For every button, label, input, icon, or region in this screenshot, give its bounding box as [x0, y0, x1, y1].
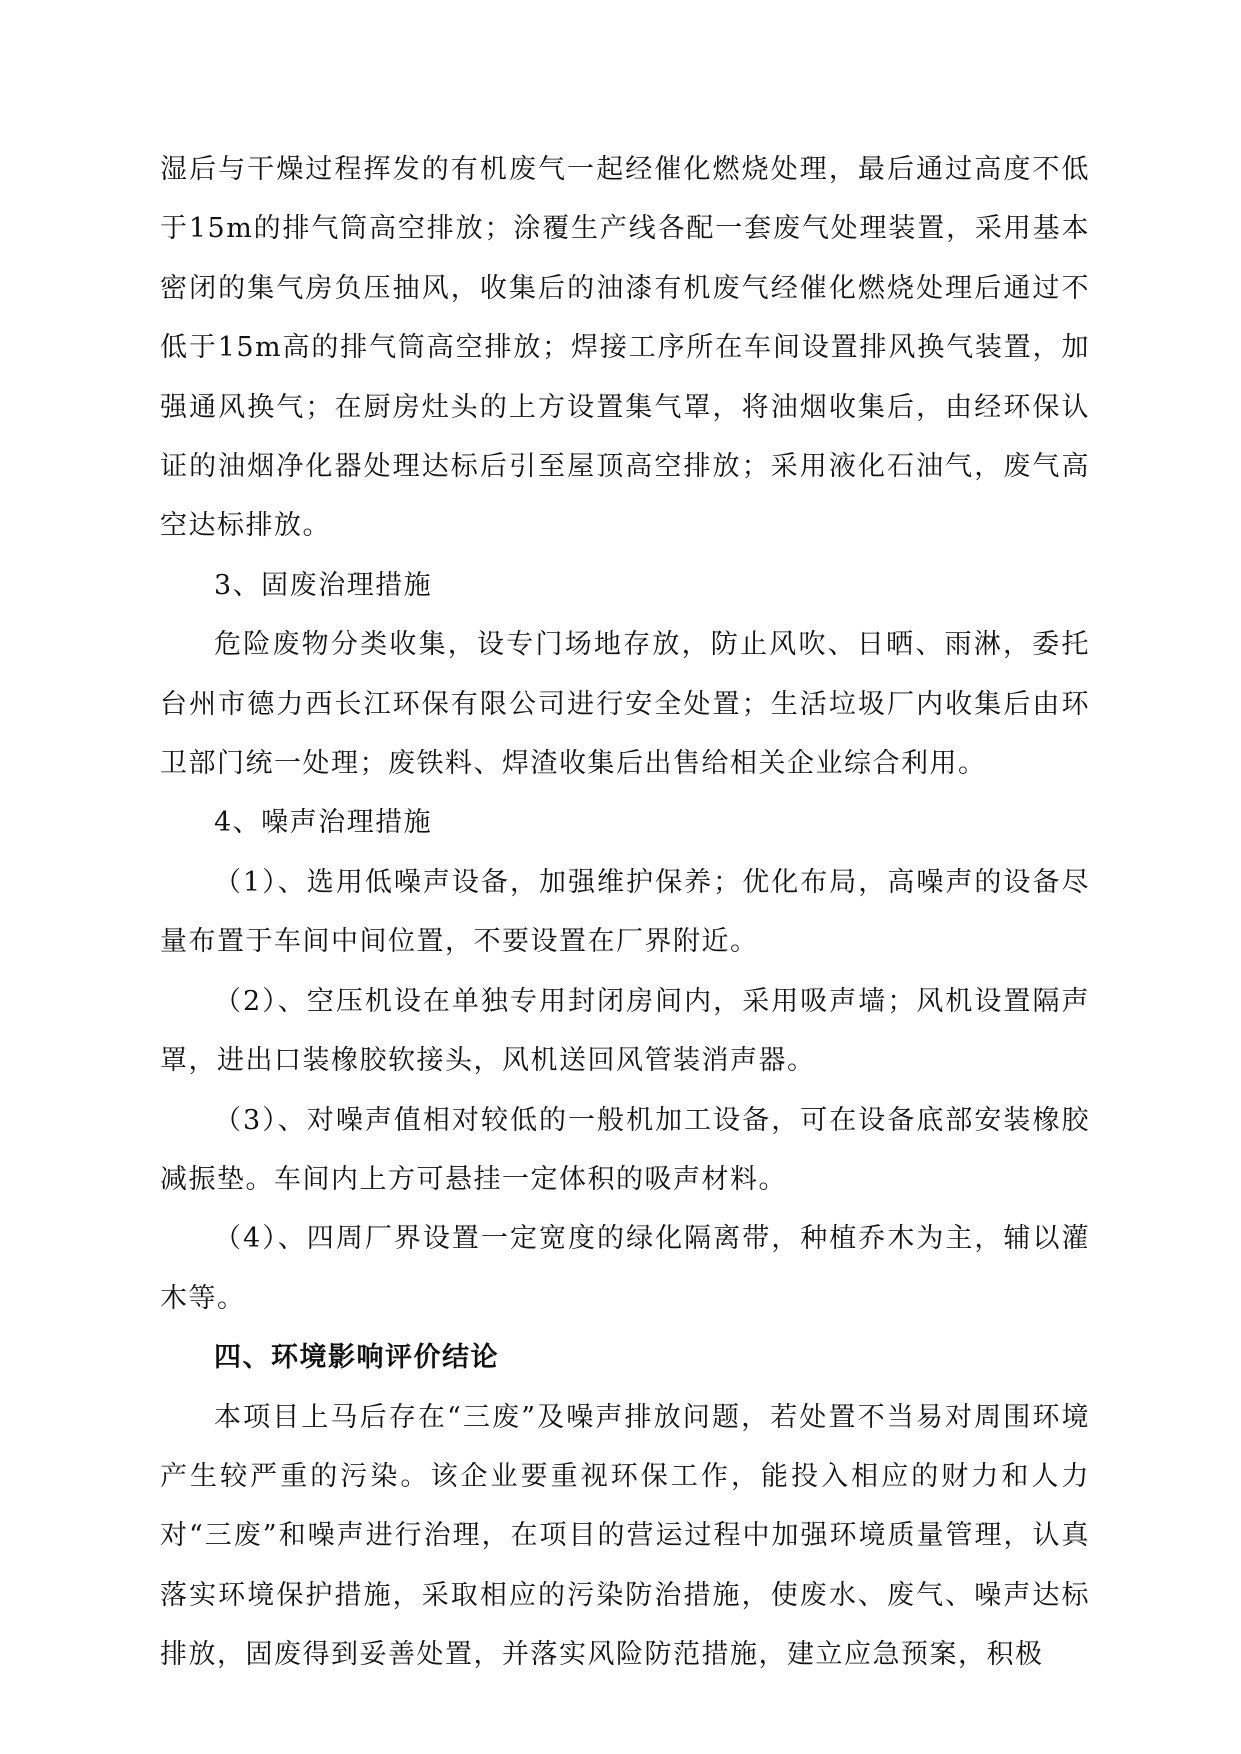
section-heading-conclusion: 四、环境影响评价结论 — [214, 1342, 499, 1374]
heading-solid-waste: 3、固废治理措施 — [214, 569, 433, 601]
paragraph-waste-gas: 湿后与干燥过程挥发的有机废气一起经催化燃烧处理，最后通过高度不低于15m的排气筒高空排放；涂覆生产线各配一套废气处理装置，采用基本密闭的集气房负压抽风，收集后的油漆有机废气经催化燃烧处理后通过不低于15m高的排气筒高空排放；焊接工序所在车间设置排风换气装置，加强通风换气；在厨房灶头的上方设置集气罩，将油烟收集后，由经环保认证的油烟净化器处理达标后引至屋顶高空排放；采用液化石油气，废气高空达标排放。 — [160, 154, 1090, 542]
noise-item-1: （1）、选用低噪声设备，加强维护保养；优化布局，高噪声的设备尽量布置于车间中间位置，不要设置在厂界附近。 — [160, 866, 1090, 958]
heading-noise: 4、噪声治理措施 — [214, 807, 433, 839]
noise-item-2: （2）、空压机设在单独专用封闭房间内，采用吸声墙；风机设置隔声罩，进出口装橡胶软接头，风机送回风管装消声器。 — [160, 985, 1090, 1077]
document-page — [160, 140, 1090, 1685]
paragraph-solid-waste: 危险废物分类收集，设专门场地存放，防止风吹、日晒、雨淋，委托台州市德力西长江环保有限公司进行安全处置；生活垃圾厂内收集后由环卫部门统一处理；废铁料、焊渣收集后出售给相关企业综合利用。 — [160, 629, 1090, 780]
paragraph-conclusion: 本项目上马后存在“三废”及噪声排放问题，若处置不当易对周围环境产生较严重的污染。该企业要重视环保工作，能投入相应的财力和人力对“三废”和噪声进行治理，在项目的营运过程中加强环境质量管理，认真落实环境保护措施，采取相应的污染防治措施，使废水、废气、噪声达标排放，固废得到妥善处置，并落实风险防范措施，建立应急预案，积极 — [160, 1401, 1090, 1671]
noise-item-3: （3）、对噪声值相对较低的一般机加工设备，可在设备底部安装橡胶减振垫。车间内上方可悬挂一定体积的吸声材料。 — [160, 1104, 1090, 1195]
noise-item-4: （4）、四周厂界设置一定宽度的绿化隔离带，种植乔木为主，辅以灌木等。 — [160, 1223, 1090, 1314]
